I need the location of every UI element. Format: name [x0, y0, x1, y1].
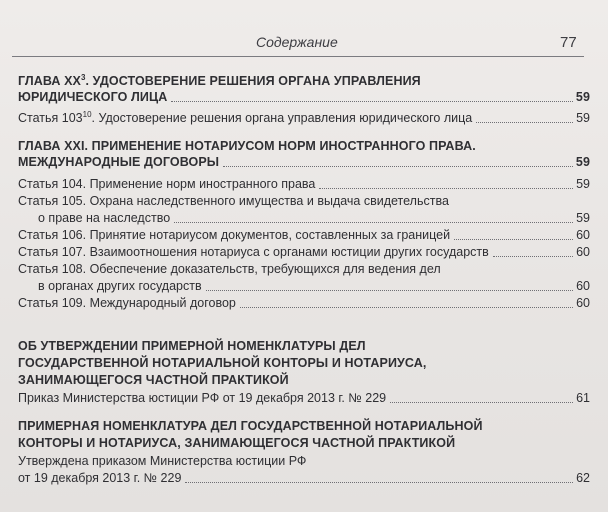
page-ref: 59: [575, 90, 590, 104]
chapter-xx3-title-main: ГЛАВА XX: [18, 74, 81, 88]
leader-dots: [206, 290, 574, 291]
page-ref: 60: [576, 228, 590, 242]
toc-entry-article-107: [18, 243, 590, 261]
nomenclature-approved-line1: Утверждена приказом Министерства юстиции РФ: [18, 454, 307, 468]
page-header: [0, 34, 608, 56]
leader-dots: [493, 256, 573, 257]
chapter-xx3-title-line2: ЮРИДИЧЕСКОГО ЛИЦА: [18, 90, 168, 104]
leader-dots: [240, 307, 573, 308]
page-ref: 60: [576, 296, 590, 310]
nomenclature-title-line1: ПРИМЕРНАЯ НОМЕНКЛАТУРА ДЕЛ ГОСУДАРСТВЕННОЙ НОТАРИАЛЬНОЙ: [18, 419, 483, 433]
nomenclature-title-line2: КОНТОРЫ И НОТАРИУСА, ЗАНИМАЮЩЕГОСЯ ЧАСТНОЙ ПРАКТИКОЙ: [18, 436, 456, 450]
chapter-xxi-title: ГЛАВА XXI. ПРИМЕНЕНИЕ НОТАРИУСОМ НОРМ ИНОСТРАННОГО ПРАВА.: [18, 139, 476, 153]
article-text: . Удостоверение решения органа управления юридического лица: [91, 111, 473, 125]
chapter-xx3-title-rest: . УДОСТОВЕРЕНИЕ РЕШЕНИЯ ОРГАНА УПРАВЛЕНИЯ: [85, 74, 421, 88]
toc-entry-article-108-line1: Статья 108. Обеспечение доказательств, требующихся для ведения дел: [18, 262, 441, 276]
page-ref: 59: [576, 177, 590, 191]
chapter-xx3-title-sup: 3: [80, 72, 86, 82]
approval-title-line3: ЗАНИМАЮЩЕГОСЯ ЧАСТНОЙ ПРАКТИКОЙ: [18, 373, 289, 387]
page-ref: 62: [576, 471, 590, 485]
leader-dots: [319, 188, 573, 189]
toc-entry-article-105: [38, 209, 590, 227]
article-text-line2: в органах других государств: [38, 279, 202, 293]
header-rule: [12, 56, 584, 57]
article-prefix: Статья 103: [18, 111, 83, 125]
article-text: Статья 107. Взаимоотношения нотариуса с органами юстиции других государств: [18, 245, 489, 259]
approval-title-line1: ОБ УТВЕРЖДЕНИИ ПРИМЕРНОЙ НОМЕНКЛАТУРЫ ДЕЛ: [18, 339, 366, 353]
order-text: Приказ Министерства юстиции РФ от 19 декабря 2013 г. № 229: [18, 391, 387, 405]
approval-title-line2: ГОСУДАРСТВЕННОЙ НОТАРИАЛЬНОЙ КОНТОРЫ И НОТАРИУСА,: [18, 356, 427, 370]
toc-entry-article-108: [38, 277, 590, 295]
leader-dots: [223, 166, 573, 167]
toc-entry-article-103-10: [18, 109, 590, 127]
leader-dots: [454, 239, 573, 240]
page-ref: 59: [576, 211, 590, 225]
page-ref: 61: [576, 391, 590, 405]
leader-dots: [185, 482, 573, 483]
toc-entry-chapter-xx3: [18, 88, 590, 106]
page-ref: 59: [575, 155, 590, 169]
leader-dots: [390, 402, 573, 403]
article-sup: 10: [82, 109, 92, 119]
article-text: Статья 109. Международный договор: [18, 296, 236, 310]
chapter-xxi-title-line2: МЕЖДУНАРОДНЫЕ ДОГОВОРЫ: [18, 155, 220, 169]
article-text: Статья 104. Применение норм иностранного права: [18, 177, 316, 191]
header-page-number: 77: [560, 34, 577, 51]
toc-entry-nomenclature: [18, 469, 590, 487]
page-ref: 60: [576, 279, 590, 293]
toc-entry-approval-order: [18, 389, 590, 407]
toc-entry-chapter-xxi: [18, 153, 590, 171]
header-title: Содержание: [256, 34, 338, 50]
toc-entry-article-105-line1: Статья 105. Охрана наследственного имущества и выдача свидетельства: [18, 194, 449, 208]
article-title: [18, 109, 472, 127]
leader-dots: [174, 222, 573, 223]
leader-dots: [171, 101, 573, 102]
article-text-line2: о праве на наследство: [38, 211, 171, 225]
toc-entry-article-106: [18, 226, 590, 244]
toc-entry-article-109: [18, 294, 590, 312]
leader-dots: [476, 122, 573, 123]
article-text: Статья 106. Принятие нотариусом документов, составленных за границей: [18, 228, 451, 242]
approved-line2: от 19 декабря 2013 г. № 229: [18, 471, 182, 485]
toc-entry-article-104: [18, 175, 590, 193]
page-ref: 59: [576, 111, 590, 125]
page-ref: 60: [576, 245, 590, 259]
